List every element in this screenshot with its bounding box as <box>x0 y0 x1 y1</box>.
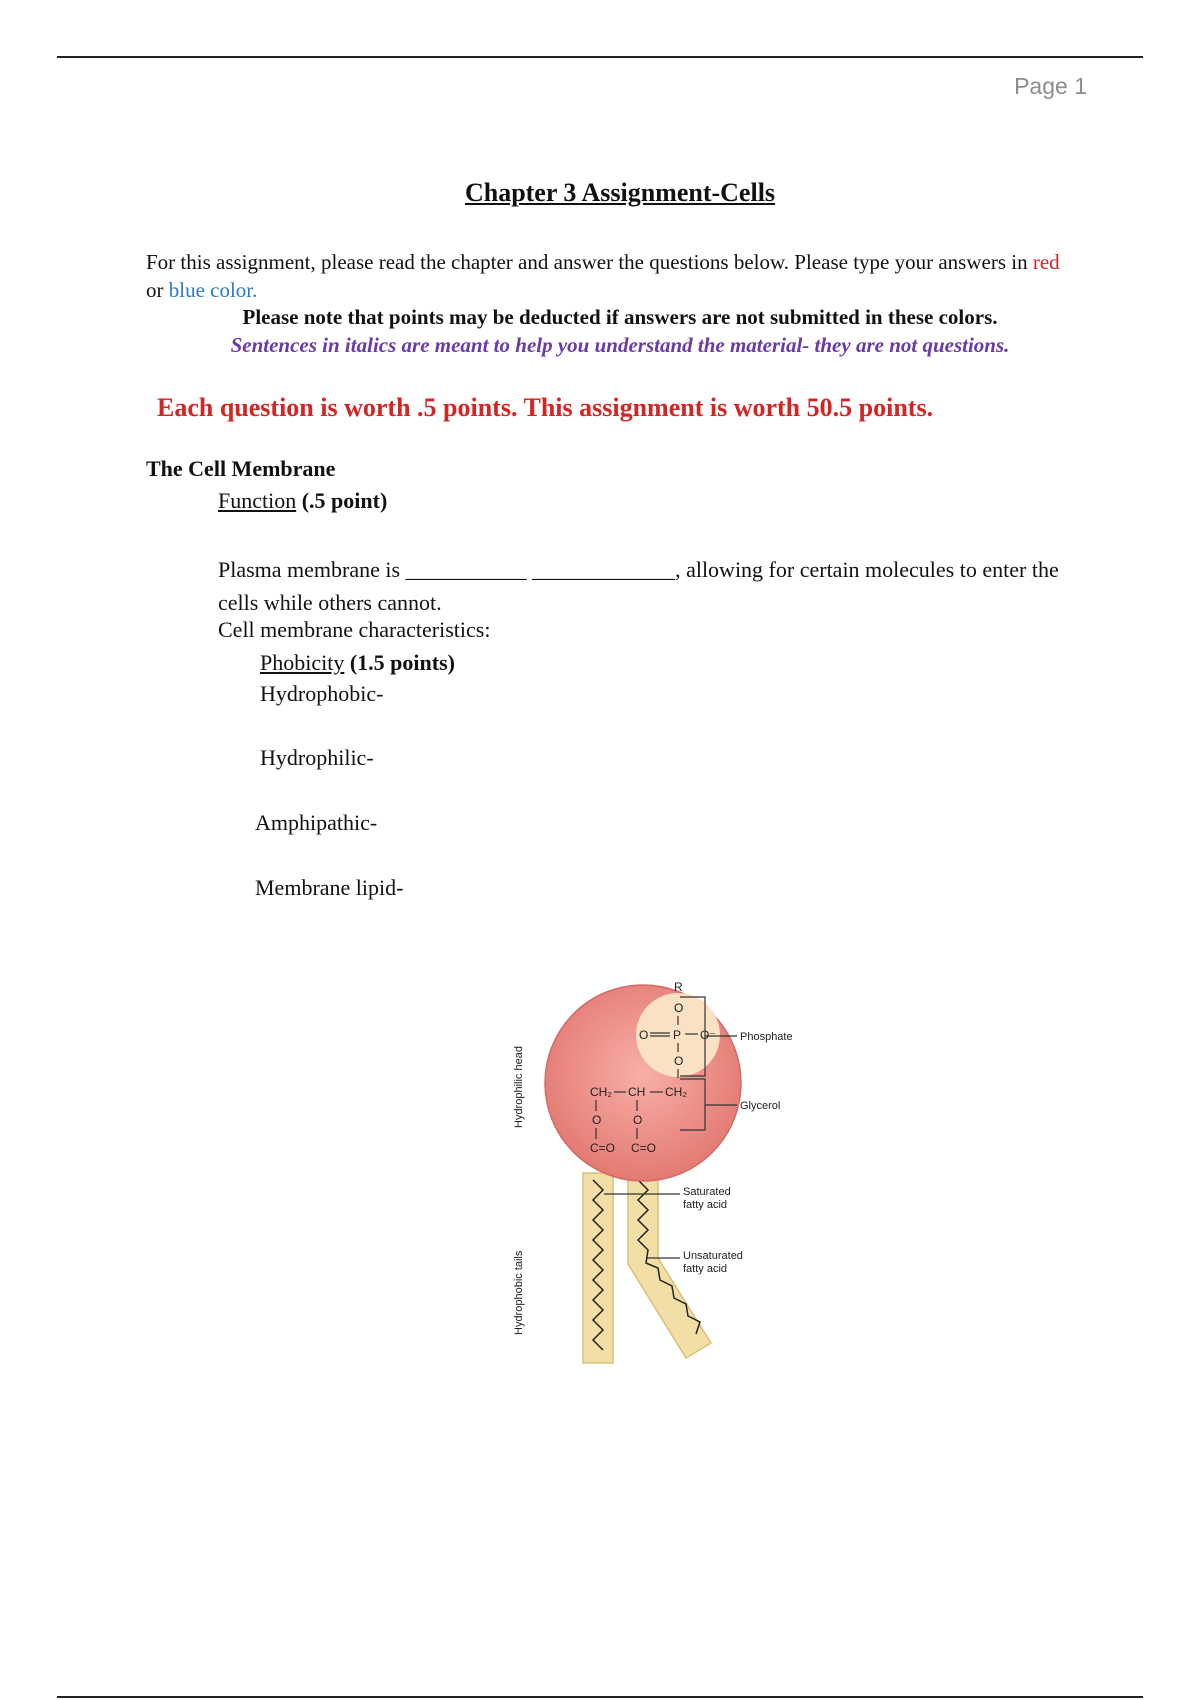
phosphate-label: Phosphate <box>740 1031 793 1043</box>
chem-p: P <box>673 1028 682 1042</box>
chem-o-bottom: O <box>674 1054 684 1068</box>
intro-text: For this assignment, please read the chapter and answer the questions below. Please type your answers in <box>146 250 1028 274</box>
blue-words: blue color. <box>168 278 258 302</box>
points-note: Each question is worth .5 points. This assignment is worth 50.5 points. <box>157 393 934 422</box>
page-title: Chapter 3 Assignment-Cells <box>464 178 776 207</box>
bottom-rule <box>57 1696 1143 1698</box>
plasma-sentence: Plasma membrane is ___________ _____________, allowing for certain molecules to enter the cells while others cannot. <box>218 557 1059 615</box>
function-line <box>218 488 387 514</box>
chem-ch: CH <box>628 1085 646 1099</box>
phobicity-label: Phobicity <box>260 650 345 675</box>
or-word: or <box>146 278 164 302</box>
unsaturated-label-2: fatty acid <box>683 1263 728 1275</box>
deduction-note: Please note that points may be deducted if answers are not submitted in these colors. <box>242 305 998 329</box>
term-hydrophobic: Hydrophobic- <box>260 681 384 706</box>
phospholipid-diagram <box>500 968 900 1398</box>
chem-o-minus: O⁻ <box>700 1028 716 1042</box>
characteristics-label: Cell membrane characteristics: <box>218 617 491 642</box>
chem-o-ester-right: O <box>633 1113 643 1127</box>
phospholipid-figure <box>500 968 900 1398</box>
saturated-label-1: Saturated <box>683 1186 731 1198</box>
chem-ch2-right: CH₂ <box>665 1085 687 1099</box>
phobicity-points: (1.5 points) <box>349 650 455 675</box>
section-heading: The Cell Membrane <box>146 456 336 481</box>
chem-co-right: C=O <box>631 1141 657 1155</box>
italic-note: Sentences in italics are meant to help you understand the material- they are not questions. <box>230 333 1010 357</box>
unsaturated-label-1: Unsaturated <box>683 1250 743 1262</box>
hydrophobic-tails-label: Hydrophobic tails <box>513 1250 525 1335</box>
glycerol-label: Glycerol <box>740 1100 781 1112</box>
chem-co-left: C=O <box>590 1141 616 1155</box>
chem-ch2-left: CH₂ <box>590 1085 612 1099</box>
chem-o-ester-left: O <box>592 1113 602 1127</box>
red-word: red <box>1032 250 1060 274</box>
page-number: Page 1 <box>1014 73 1087 99</box>
function-points: (.5 point) <box>301 488 388 513</box>
phobicity-line <box>260 650 455 676</box>
saturated-label-2: fatty acid <box>683 1199 728 1211</box>
intro-paragraph <box>146 248 1076 304</box>
term-hydrophilic: Hydrophilic- <box>260 745 374 770</box>
hydrophilic-head-label: Hydrophilic head <box>513 1046 525 1128</box>
term-amphipathic: Amphipathic- <box>255 810 378 835</box>
function-label: Function <box>218 488 297 513</box>
term-membrane-lipid: Membrane lipid- <box>255 875 404 900</box>
top-rule <box>57 56 1143 58</box>
chem-r: R <box>674 980 683 994</box>
chem-o-top: O <box>674 1001 684 1015</box>
chem-o-left: O <box>639 1028 649 1042</box>
